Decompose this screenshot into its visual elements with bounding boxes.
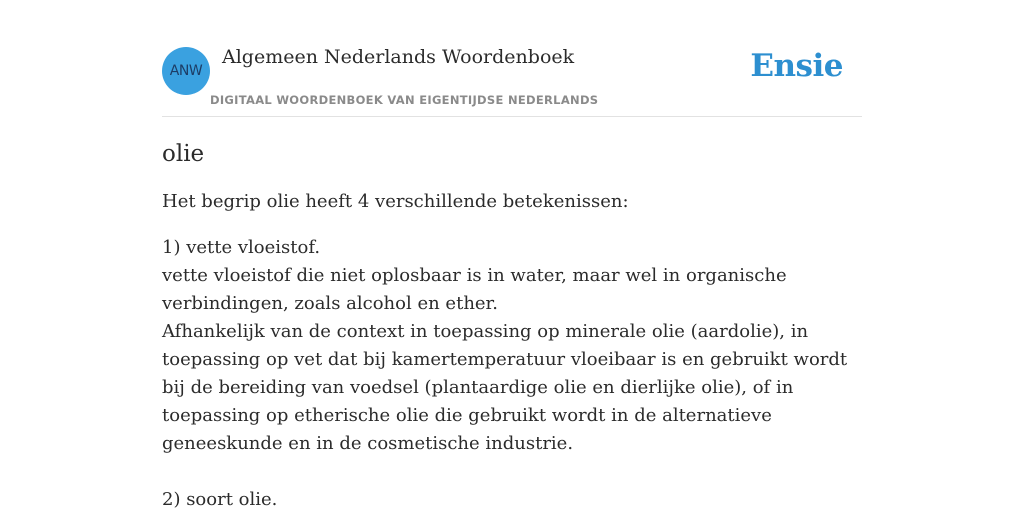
page-title: olie: [162, 141, 205, 167]
entry-content: [162, 136, 862, 512]
meanings-intro: Het begrip olie heeft 4 verschillende betekenissen:: [162, 191, 629, 212]
ensie-brand-link[interactable]: Ensie: [750, 48, 843, 84]
meaning-title: 1) vette vloeistof.: [162, 237, 321, 258]
meaning-item: [162, 234, 862, 458]
anw-logo[interactable]: [162, 47, 210, 95]
site-header: [162, 40, 862, 117]
meaning-note: Afhankelijk van de context in toepassing op minerale olie (aardolie), in toepassing op vet dat bij kamertemperatuur vloeibaar is en gebruikt wordt bij de bereiding van voedsel (plantaardige olie en dierlijke olie), of in toepassing op etherische olie die gebruikt wordt in de alternatieve geneeskunde en in de cosmetische industrie.: [162, 321, 848, 454]
meaning-item: [162, 486, 862, 512]
meanings-list: [162, 234, 862, 512]
logo-text: ANW: [169, 63, 203, 79]
site-title[interactable]: Algemeen Nederlands Woordenboek: [222, 46, 575, 68]
meaning-definition: vette vloeistof die niet oplosbaar is in water, maar wel in organische verbindingen, zoals alcohol en ether.: [162, 265, 787, 314]
site-subtitle: DIGITAAL WOORDENBOEK VAN EIGENTIJDSE NEDERLANDS: [210, 93, 599, 107]
meaning-title: 2) soort olie.: [162, 489, 278, 510]
